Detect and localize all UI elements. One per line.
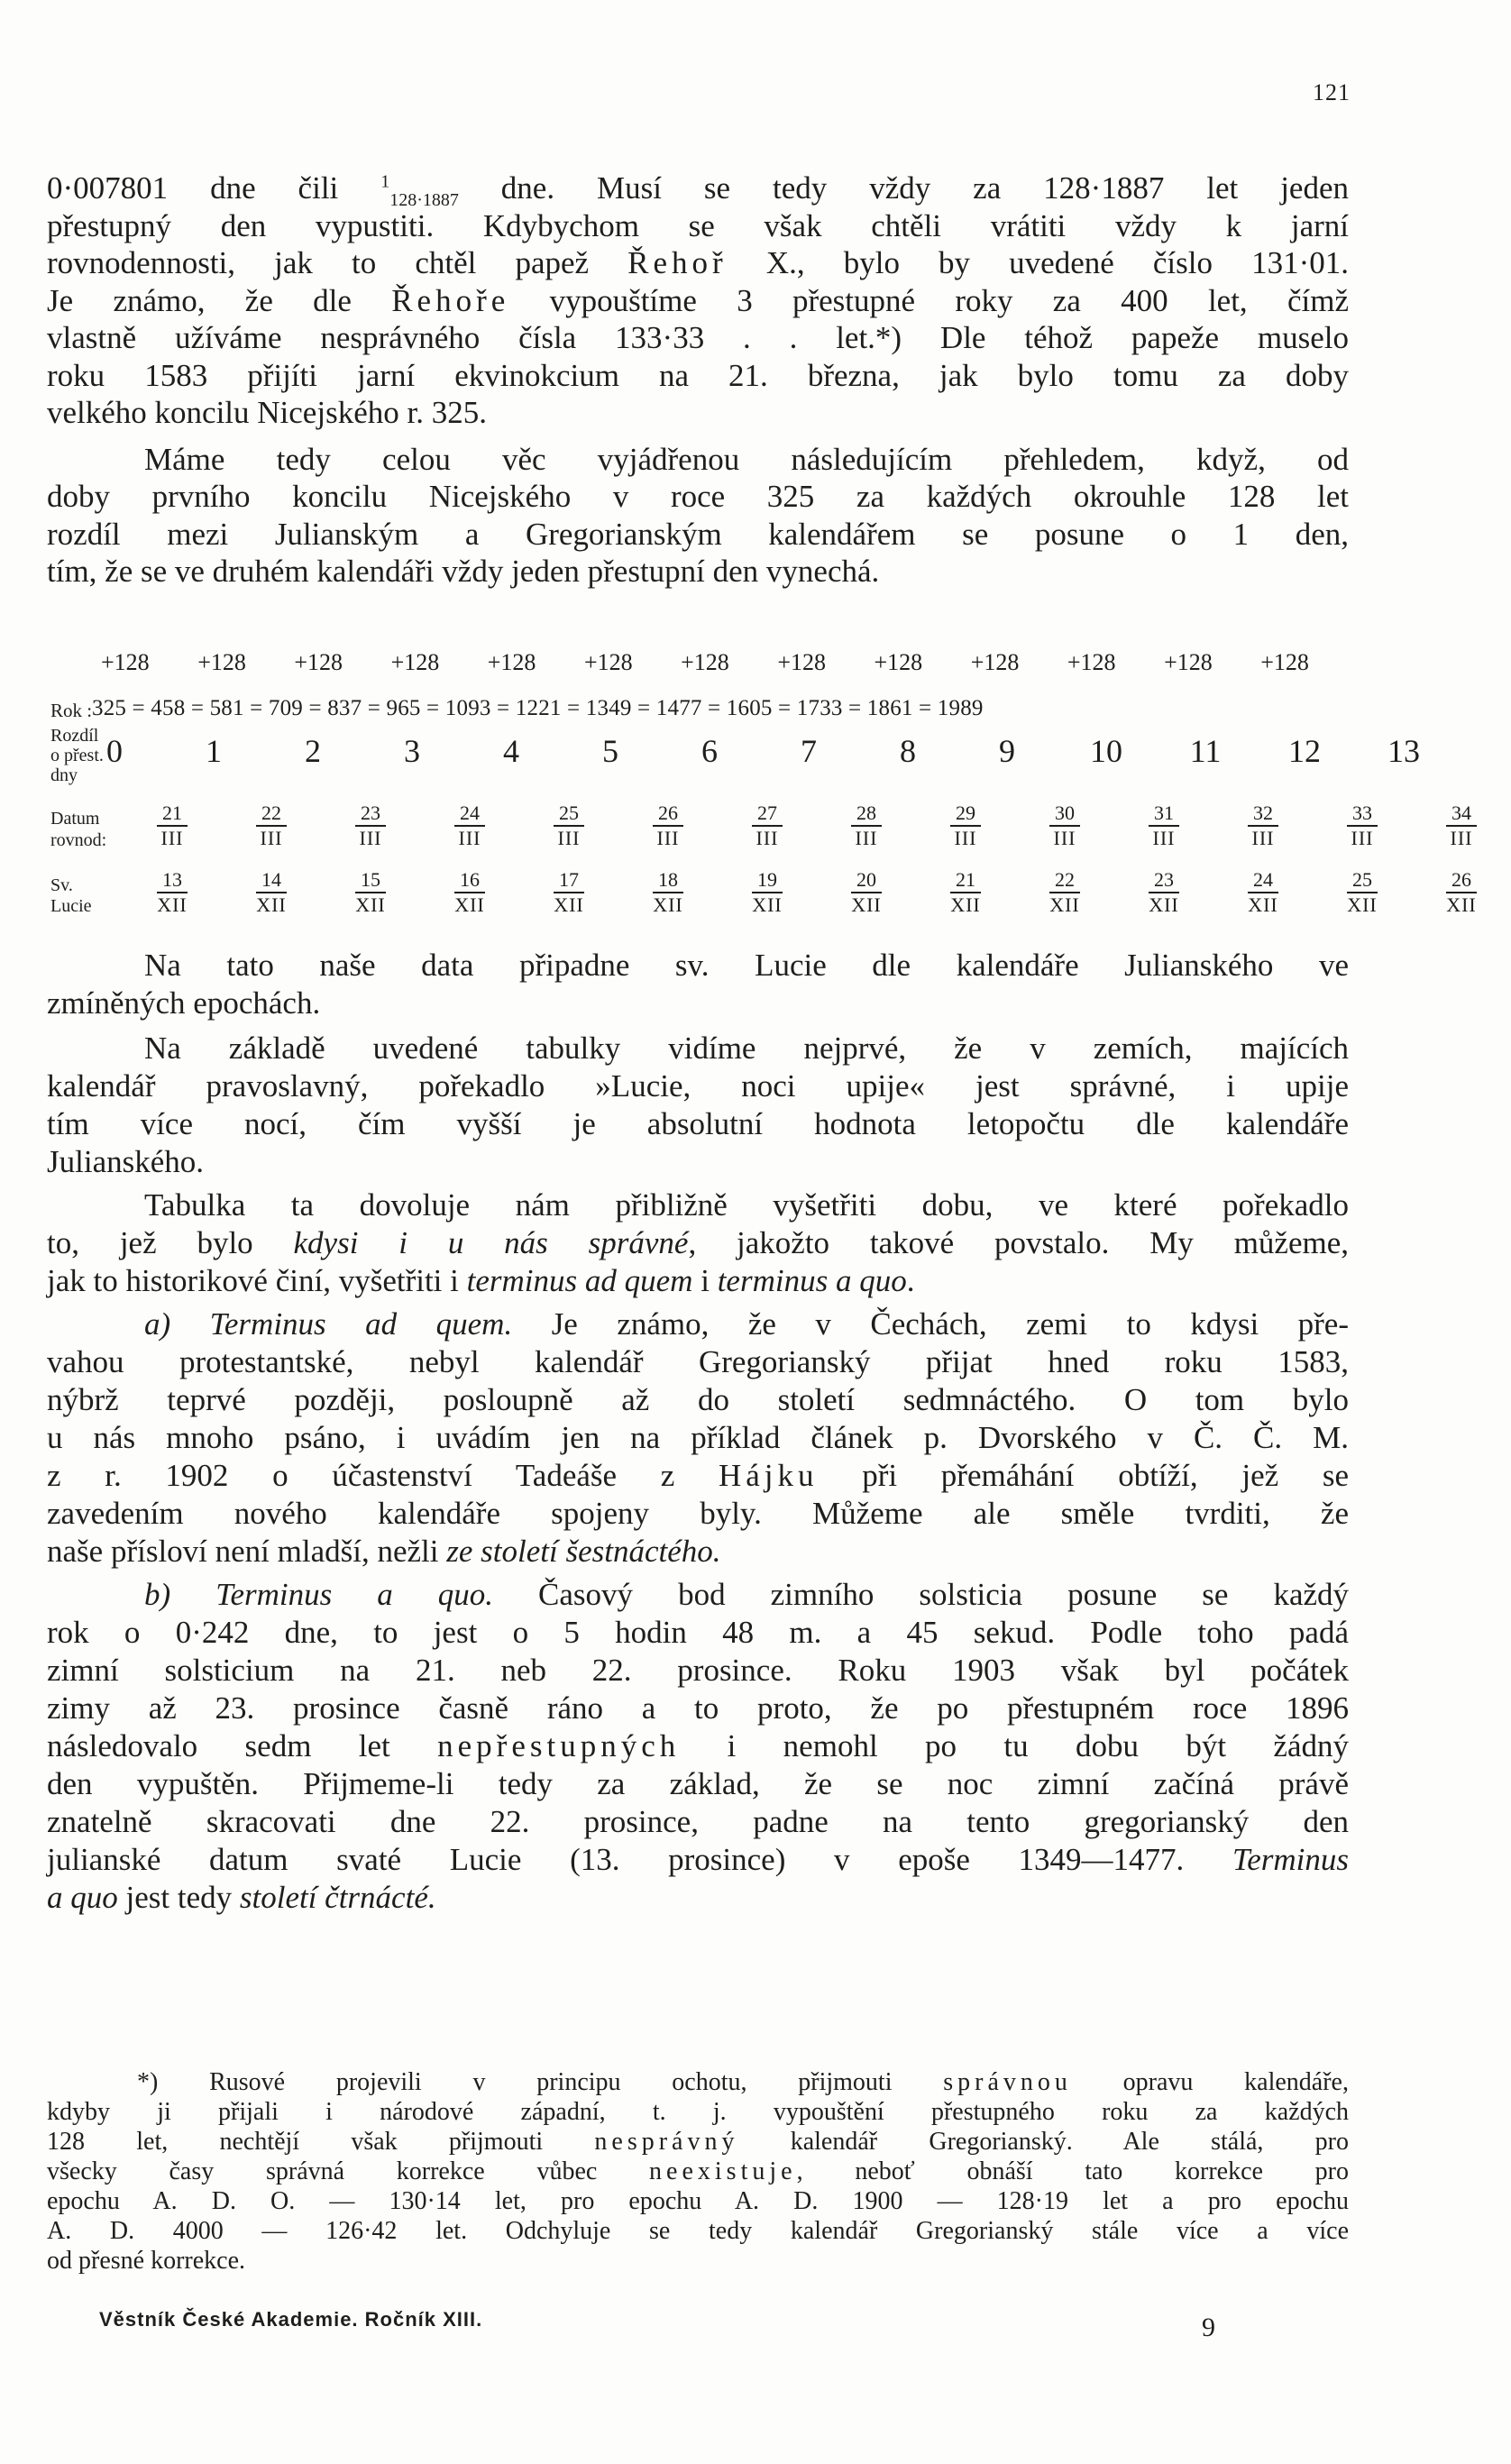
intro-paragraphs xyxy=(47,169,1349,591)
lucie-fraction xyxy=(1049,870,1080,915)
increment-cell: +128 xyxy=(583,649,633,675)
para4-line: kalendář pravoslavný, pořekadlo »Lucie, noci upije« jest správné, i upije xyxy=(47,1068,1349,1104)
intro-line: roku 1583 přijíti jarní ekvinokcium na 21. března, jak bylo tomu za doby xyxy=(47,357,1349,393)
lucie-fraction xyxy=(1446,870,1477,915)
equinox-cell xyxy=(618,799,718,848)
para3-line: Na tato naše data připadne sv. Lucie dle kalendáře Julianského ve xyxy=(144,948,1349,983)
days-row xyxy=(65,732,1453,770)
para2-line: Máme tedy celou věc vyjádřenou následujícím přehledem, když, od xyxy=(144,441,1349,477)
days-cell: 5 xyxy=(602,733,618,769)
equinox-cell xyxy=(222,799,321,848)
lucie-fraction xyxy=(256,870,287,915)
intro-line: vlastně užíváme nesprávného čísla 133·33 . . let.*) Dle téhož papeže muselo xyxy=(47,320,1349,355)
lucie-month: XII xyxy=(851,893,882,916)
lucie-day: 17 xyxy=(554,870,584,893)
equinox-fraction xyxy=(454,803,485,848)
lucie-label: Sv. xyxy=(50,875,73,895)
lucie-month: XII xyxy=(454,893,485,916)
footnote-line: všecky časy správná korrekce vůbec neexistuje, neboť obnáší tato korrekce pro xyxy=(47,2157,1349,2185)
equinox-fraction xyxy=(1049,803,1080,848)
equinox-fraction xyxy=(653,803,683,848)
para4-line: Julianského. xyxy=(47,1144,205,1179)
increment-cell: +128 xyxy=(197,649,246,675)
lucie-cell xyxy=(1213,866,1313,915)
para2-line: doby prvního koncilu Nicejského v roce 325 za každých okrouhle 128 let xyxy=(47,479,1349,514)
increment-cell: +128 xyxy=(777,649,826,675)
equinox-cell xyxy=(1213,799,1313,848)
rozdil-label: o přest. xyxy=(50,746,104,765)
lucie-day: 14 xyxy=(256,870,287,893)
increment-cell: +128 xyxy=(294,649,343,675)
intro-line: 0·007801 dne čili $^1_{128\cdot 1887}$ dne. Musí se tedy vždy za 128·1887 let jeden xyxy=(47,170,1349,210)
increment-cell: +128 xyxy=(487,649,536,675)
equinox-cell xyxy=(420,799,519,848)
para5-line: Tabulka ta dovoluje nám přibližně vyšetřiti dobu, ve které pořekadlo xyxy=(144,1187,1349,1223)
calendar-table xyxy=(47,649,1477,938)
equinox-cell xyxy=(321,799,420,848)
rozdil-label: Rozdíl xyxy=(50,726,99,746)
para4-line: tím více nocí, čím vyšší je absolutní hodnota letopočtu dle kalendáře xyxy=(47,1106,1349,1141)
days-cell: 9 xyxy=(999,733,1015,769)
intro-line: Je známo, že dle Řehoře vypouštíme 3 přestupné roky za 400 let, čímž xyxy=(47,282,1349,318)
equinox-month: III xyxy=(1251,827,1275,849)
para7-line: den vypuštěn. Přijmeme-li tedy za základ, že se noc zimní začíná právě xyxy=(47,1766,1349,1801)
equinox-day: 23 xyxy=(355,803,386,827)
equinox-fraction xyxy=(1248,803,1278,848)
para6-line: naše přísloví není mladší, nežli ze století šestnáctého. xyxy=(47,1534,721,1569)
para6-line: a) Terminus ad quem. Je známo, že v Čechách, zemi to kdysi pře- xyxy=(144,1306,1349,1342)
equinox-cell xyxy=(1114,799,1213,848)
para5-line: jak to historikové činí, vyšetřiti i terminus ad quem i terminus a quo. xyxy=(47,1263,915,1298)
para7-line: zimy až 23. prosince časně ráno a to proto, že po přestupném roce 1896 xyxy=(47,1690,1349,1726)
increment-cell: +128 xyxy=(874,649,923,675)
equinox-fraction xyxy=(1149,803,1179,848)
equinox-cell xyxy=(916,799,1015,848)
page-number: 121 xyxy=(1313,79,1351,105)
days-cell: 2 xyxy=(305,733,321,769)
lucie-fraction xyxy=(1248,870,1278,915)
equinox-month: III xyxy=(1351,827,1374,849)
equinox-month: III xyxy=(954,827,977,849)
intro-line: přestupný den vypustiti. Kdybychom se však chtěli vrátiti vždy k jarní xyxy=(47,207,1349,243)
increment-cell: +128 xyxy=(1067,649,1116,675)
para6-line: zavedením nového kalendáře spojeny byly. Můžeme ale směle tvrditi, že xyxy=(47,1496,1349,1531)
rok-label: Rok : xyxy=(50,700,93,721)
para7-line: julianské datum svaté Lucie (13. prosince) v epoše 1349—1477. Terminus xyxy=(47,1842,1349,1877)
increment-cell: +128 xyxy=(390,649,440,675)
equinox-day: 25 xyxy=(554,803,584,827)
equinox-fraction xyxy=(851,803,882,848)
equinox-month: III xyxy=(855,827,878,849)
lucie-fraction xyxy=(1149,870,1179,915)
lucie-month: XII xyxy=(355,893,386,916)
lucie-label: Lucie xyxy=(50,896,92,916)
equinox-fraction xyxy=(752,803,783,848)
lucie-month: XII xyxy=(1446,893,1477,916)
increment-cell: +128 xyxy=(1260,649,1309,675)
equinox-month: III xyxy=(1053,827,1076,849)
lucie-row xyxy=(123,866,1511,915)
lucie-fraction xyxy=(1347,870,1378,915)
equinox-day: 27 xyxy=(752,803,783,827)
lucie-day: 18 xyxy=(653,870,683,893)
para5-line: to, jež bylo kdysi i u nás správné, jakožto takové povstalo. My můžeme, xyxy=(47,1225,1349,1260)
days-cell: 4 xyxy=(503,733,519,769)
lucie-day: 21 xyxy=(950,870,981,893)
lucie-day: 16 xyxy=(454,870,485,893)
lucie-fraction xyxy=(653,870,683,915)
para3-line: zmíněných epochách. xyxy=(47,985,321,1021)
lucie-cell xyxy=(519,866,618,915)
journal-footer: Věstník České Akademie. Ročník XIII. xyxy=(99,2308,483,2331)
footnote-line: A. D. 4000 — 126·42 let. Odchyluje se tedy kalendář Gregorianský stále více a více xyxy=(47,2217,1349,2245)
days-cell: 12 xyxy=(1288,733,1321,769)
para6-line: u nás mnoho psáno, i uvádím jen na příklad článek p. Dvorského v Č. Č. M. xyxy=(47,1420,1349,1455)
equinox-month: III xyxy=(557,827,581,849)
lucie-day: 24 xyxy=(1248,870,1278,893)
equinox-fraction xyxy=(950,803,981,848)
equinox-month: III xyxy=(160,827,184,849)
lucie-fraction xyxy=(851,870,882,915)
equinox-fraction xyxy=(1347,803,1378,848)
equinox-month: III xyxy=(458,827,481,849)
footnote xyxy=(47,2067,1349,2276)
footnote-line: *) Rusové projevili v principu ochotu, přijmouti správnou opravu kalendáře, xyxy=(137,2068,1349,2096)
lucie-cell xyxy=(1313,866,1412,915)
lucie-cell xyxy=(718,866,817,915)
footnote-line: od přesné korrekce. xyxy=(47,2247,246,2275)
equinox-day: 28 xyxy=(851,803,882,827)
lucie-cell xyxy=(916,866,1015,915)
lucie-month: XII xyxy=(1347,893,1378,916)
para7-line: rok o 0·242 dne, to jest o 5 hodin 48 m. a 45 sekud. Podle toho padá xyxy=(47,1615,1349,1650)
lucie-day: 13 xyxy=(157,870,188,893)
lucie-cell xyxy=(420,866,519,915)
increment-cell: +128 xyxy=(1164,649,1213,675)
equinox-cell xyxy=(1015,799,1114,848)
increment-cell: +128 xyxy=(101,649,150,675)
equinox-month: III xyxy=(260,827,283,849)
equinox-day: 24 xyxy=(454,803,485,827)
equinox-day: 31 xyxy=(1149,803,1179,827)
intro-line: velkého koncilu Nicejského r. 325. xyxy=(47,395,487,430)
equinox-month: III xyxy=(359,827,382,849)
lucie-cell xyxy=(321,866,420,915)
equinox-day: 30 xyxy=(1049,803,1080,827)
lucie-fraction xyxy=(454,870,485,915)
equinox-row xyxy=(123,799,1511,848)
main-paragraphs xyxy=(47,947,1349,1917)
lucie-fraction xyxy=(950,870,981,915)
equinox-cell xyxy=(817,799,916,848)
equinox-day: 21 xyxy=(157,803,188,827)
increment-cell: +128 xyxy=(970,649,1020,675)
lucie-day: 25 xyxy=(1347,870,1378,893)
para7-line: následovalo sedm let nepřestupných i nemohl po tu dobu být žádný xyxy=(47,1728,1349,1763)
increments-row xyxy=(101,649,1309,676)
rozdil-label: dny xyxy=(50,765,78,785)
sheet-number: 9 xyxy=(1202,2313,1215,2342)
equinox-cell xyxy=(1313,799,1412,848)
days-cell: 8 xyxy=(900,733,916,769)
days-cell: 1 xyxy=(206,733,222,769)
equinox-fraction xyxy=(157,803,188,848)
lucie-cell xyxy=(1114,866,1213,915)
para7-line: a quo jest tedy století čtrnácté. xyxy=(47,1880,436,1915)
days-cell: 10 xyxy=(1090,733,1122,769)
lucie-cell xyxy=(1412,866,1511,915)
para6-line: z r. 1902 o účastenství Tadeáše z Hájku při přemáhání obtíží, jež se xyxy=(47,1458,1349,1493)
equinox-day: 29 xyxy=(950,803,981,827)
lucie-month: XII xyxy=(950,893,981,916)
para2-line: tím, že se ve druhém kalendáři vždy jeden přestupní den vynechá. xyxy=(47,554,880,589)
lucie-month: XII xyxy=(256,893,287,916)
equinox-cell xyxy=(123,799,222,848)
lucie-month: XII xyxy=(1248,893,1278,916)
lucie-fraction xyxy=(355,870,386,915)
footnote-line: 128 let, nechtějí však přijmouti nesprávný kalendář Gregorianský. Ale stálá, pro xyxy=(47,2128,1350,2156)
lucie-cell xyxy=(817,866,916,915)
para7-line: zimní solsticium na 21. neb 22. prosince. Roku 1903 však byl počátek xyxy=(47,1653,1349,1688)
lucie-fraction xyxy=(554,870,584,915)
equinox-cell xyxy=(718,799,817,848)
lucie-day: 26 xyxy=(1446,870,1477,893)
equinox-day: 22 xyxy=(256,803,287,827)
lucie-cell xyxy=(222,866,321,915)
equinox-month: III xyxy=(1450,827,1473,849)
days-cell: 6 xyxy=(701,733,718,769)
lucie-day: 22 xyxy=(1049,870,1080,893)
equinox-day: 26 xyxy=(653,803,683,827)
lucie-day: 15 xyxy=(355,870,386,893)
equinox-month: III xyxy=(656,827,680,849)
equinox-day: 33 xyxy=(1347,803,1378,827)
para7-line: b) Terminus a quo. Časový bod zimního solsticia posune se každý xyxy=(144,1577,1350,1612)
equinox-fraction xyxy=(554,803,584,848)
para6-line: vahou protestantské, nebyl kalendář Gregorianský přijat hned roku 1583, xyxy=(47,1344,1349,1379)
datum-label: Datum xyxy=(50,809,100,829)
lucie-month: XII xyxy=(1049,893,1080,916)
lucie-day: 23 xyxy=(1149,870,1179,893)
intro-line: rovnodennosti, jak to chtěl papež Řehoř X., bylo by uvedené číslo 131·01. xyxy=(47,245,1349,280)
equinox-cell xyxy=(519,799,618,848)
equinox-fraction xyxy=(1446,803,1477,848)
increment-cell: +128 xyxy=(681,649,729,675)
equinox-month: III xyxy=(1152,827,1176,849)
lucie-day: 20 xyxy=(851,870,882,893)
days-cell: 3 xyxy=(404,733,420,769)
lucie-cell xyxy=(618,866,718,915)
days-cell: 7 xyxy=(801,733,817,769)
lucie-month: XII xyxy=(157,893,188,916)
days-cell: 11 xyxy=(1189,733,1222,769)
datum-label: rovnod: xyxy=(50,830,107,850)
equinox-fraction xyxy=(256,803,287,848)
lucie-month: XII xyxy=(1149,893,1179,916)
lucie-day: 19 xyxy=(752,870,783,893)
equinox-month: III xyxy=(756,827,779,849)
para2-line: rozdíl mezi Julianským a Gregorianským kalendářem se posune o 1 den, xyxy=(47,516,1349,552)
equinox-day: 32 xyxy=(1248,803,1278,827)
years-line: 325 = 458 = 581 = 709 = 837 = 965 = 1093 = 1221 = 1349 = 1477 = 1605 = 1733 = 1861 = 1989 xyxy=(92,696,984,720)
days-cell: 13 xyxy=(1387,733,1420,769)
para4-line: Na základě uvedené tabulky vidíme nejprvé, že v zemích, majících xyxy=(144,1030,1349,1066)
days-cell: 0 xyxy=(106,733,123,769)
lucie-cell xyxy=(123,866,222,915)
lucie-fraction xyxy=(752,870,783,915)
lucie-month: XII xyxy=(554,893,584,916)
para7-line: znatelně skracovati dne 22. prosince, padne na tento gregorianský den xyxy=(47,1804,1349,1839)
equinox-day: 34 xyxy=(1446,803,1477,827)
lucie-fraction xyxy=(157,870,188,915)
footnote-line: epochu A. D. O. — 130·14 let, pro epochu A. D. 1900 — 128·19 let a pro epochu xyxy=(47,2187,1349,2215)
lucie-cell xyxy=(1015,866,1114,915)
footnote-line: kdyby ji přijali i národové západní, t. j. vypouštění přestupného roku za každých xyxy=(47,2098,1349,2126)
lucie-month: XII xyxy=(752,893,783,916)
equinox-fraction xyxy=(355,803,386,848)
equinox-cell xyxy=(1412,799,1511,848)
lucie-month: XII xyxy=(653,893,683,916)
para6-line: nýbrž teprvé později, posloupně až do století sedmnáctého. O tom bylo xyxy=(47,1382,1349,1417)
